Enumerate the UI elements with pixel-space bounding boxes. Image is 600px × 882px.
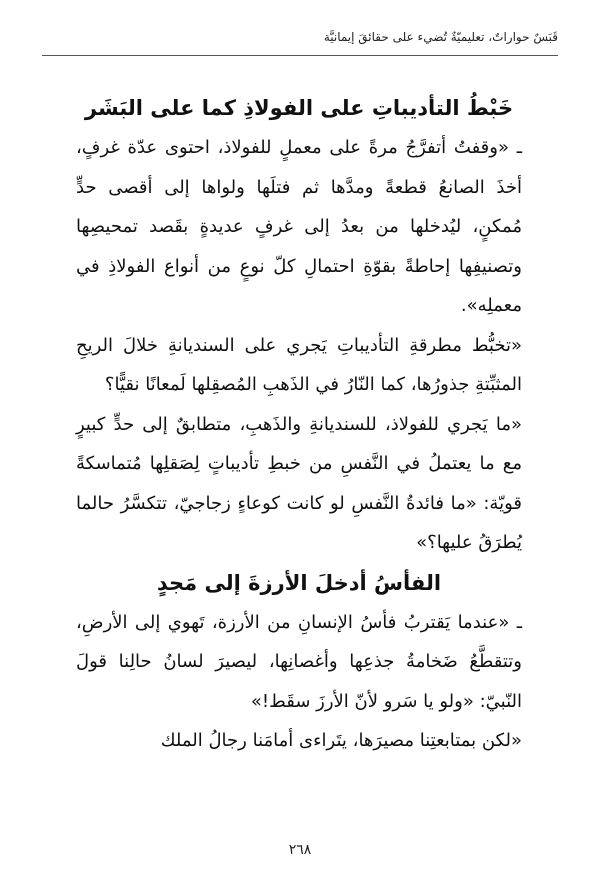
header-divider bbox=[42, 55, 558, 56]
paragraph: ـ «وقفتُ أتفرَّجُ مرةً على معملٍ للفولاذ، احتوى عدّة غرفٍ، أخذَ الصانعُ قطعةً ومدَّها ثم فتلَها ولواها إلى أقصى حدٍّ مُمكنٍ، ليُدخلها من بعدُ إلى غرفٍ عديدةٍ بقَصد تمحيصِها وتصنيفِها إحاطةً بقوّةِ احتمالِ كلّ نوعٍ من أنواع الفولاذِ في معملِه». bbox=[76, 137, 522, 316]
paragraph: «تخبُّط مطرقةِ التأديباتِ يَجري على السنديانةِ خلالَ الريحِ المثبِّتةِ جذورُها، كما النّارُ في الذَهبِ المُصقِلها لَمعانًا نقيًّا؟ bbox=[76, 334, 522, 395]
section-title-steel: خَبْطُ التأديباتِ على الفولاذِ كما على البَشَر bbox=[84, 96, 514, 120]
running-header: قَبَسٌ حواراتٌ، تعليميّةٌ تُضيء على حقائقَ إيمانيَّة bbox=[323, 30, 558, 44]
section-title-cedar: الفأسُ أدخلَ الأرزةَ إلى مَجدٍ bbox=[156, 570, 442, 595]
paragraph: «ما يَجري للفولاذ، للسنديانةِ والذَهبِ، متطابقٌ إلى حدٍّ كبيرٍ مع ما يعتملُ في النَّفسِ من خبطِ تأديباتٍ لِصَقلِها مُتماسكةً قويّة: «ما فائدةُ النَّفسِ لو كانت كوعاءٍ زجاجيّ، تتكسَّرُ حالما يُطرَقُ عليها؟» bbox=[76, 413, 522, 553]
page-number: ٢٦٨ bbox=[288, 842, 312, 858]
paragraph: «لكن بمتابعتِنا مصيرَها، يتَراءى أمامَنا رجالُ الملك bbox=[160, 730, 522, 751]
page-body bbox=[76, 88, 522, 761]
paragraph: ـ «عندما يَقتربُ فأسُ الإنسانِ من الأرزة، تَهوي إلى الأرضِ، وتتقطَّعُ ضَخامةُ جذعِها وأغصانِها، ليصيرَ لسانُ حالِنا قولَ النّبيّ: «ولو يا سَرو لأنّ الأرزَ سقَط!» bbox=[76, 611, 522, 712]
